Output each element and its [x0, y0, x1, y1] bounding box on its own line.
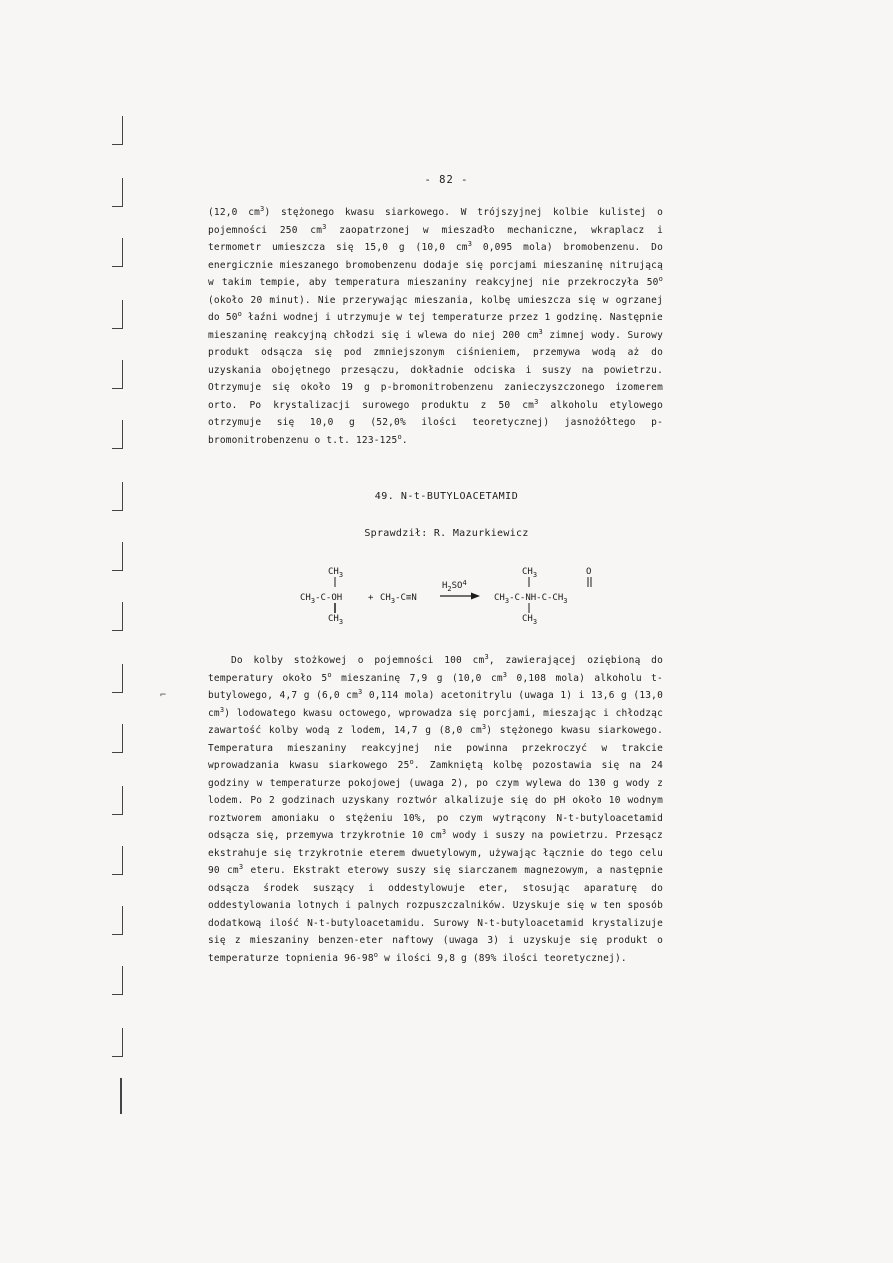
reactant1-bottom-methyl: $CH_3$ [328, 614, 344, 626]
binder-mark [112, 664, 123, 693]
product-bottom-methyl: $CH_3$ [522, 614, 538, 626]
product-oxygen: O [586, 567, 592, 577]
binder-mark [112, 300, 123, 329]
binder-mark [112, 602, 123, 631]
binder-mark [112, 542, 123, 571]
paragraph-continuation: (12,0 $cm^3$) stężonego kwasu siarkowego. W trójszyjnej kolbie kulistej o pojemności 250 $cm^3$ zaopatrzonej w mieszadło mechaniczne, wkraplacz i termometr umieszcza się 15,0 g (10,0 $cm^3$ 0,095 mola) bromobenzenu. Do energicznie mieszanego bromobenzenu dodaje się porcjami mieszaninę nitrującą w takim tempie, aby temperatura mieszaniny reakcyjnej nie przekroczyła 50$^o$ (około 20 minut). Nie przerywając mieszania, kolbę umieszcza się w ogrzanej do 50$^o$ łaźni wodnej i utrzymuje w tej temperaturze przez 1 godzinę. Następnie mieszaninę reakcyjną chłodzi się i wlewa do niej 200 $cm^3$ zimnej wody. Surowy produkt odsącza się pod zmniejszonym ciśnieniem, przemywa wodą aż do uzyskania obojętnego przesączu, dokładnie odciska i suszy na powietrzu. Otrzymuje się około 19 g p-bromonitrobenzenu zanieczyszczonego izomerem orto. Po krystalizacji surowego produktu z 50 $cm^3$ alkoholu etylowego otrzymuje się 10,0 g (52,0% ilości teoretycznej) jasnożółtego p-bromonitrobenzenu o t.t. 123-125$^o$. [208, 204, 664, 446]
product-main: $CH_3-C-NH-C-CH_3$ [494, 593, 568, 605]
binder-mark [112, 1028, 123, 1057]
binder-mark [112, 724, 123, 753]
procedure-paragraph: Do kolby stożkowej o pojemności 100 $cm^3$, zawierającej oziębioną do temperatury około 5$^o$ mieszaninę 7,9 g (10,0 $cm^3$ 0,108 mola) alkoholu t-butylowego, 4,7 g (6,0 $cm^3$ 0,114 mola) acetonitrylu (uwaga 1) i 13,6 g (13,0 $cm^3$) lodowatego kwasu octowego, wprowadza się porcjami, mieszając i chłodząc zawartość kolby wodą z lodem, 14,7 g (8,0 $cm^3$) stężonego kwasu siarkowego. Temperatura mieszaniny reakcyjnej nie powinna przekroczyć w trakcie wprowadzania kwasu siarkowego 25$^o$. Zamkniętą kolbę pozostawia się na 24 godziny w temperaturze pokojowej (uwaga 2), po czym wylewa do 130 g wody z lodem. Po 2 godzinach uzyskany roztwór alkalizuje się do pH około 10 wodnym roztworem amoniaku o stężeniu 10%, po czym wytrącony N-t-butyloacetamid odsącza się, przemywa trzykrotnie 10 $cm^3$ wody i suszy na powietrzu. Przesącz ekstrahuje się trzykrotnie eterem dwuetylowym, używając łącznie do tego celu 90 $cm^3$ eteru. Ekstrakt eterowy suszy się siarczanem magnezowym, a następnie odsącza środek suszący i oddestylowuje eter, stosując aparaturę do oddestylowania lotnych i palnych rozpuszczalników. Uzyskuje się w ten sposób dodatkową ilość N-t-butyloacetamidu. Surowy N-t-butyloacetamid krystalizuje się z mieszaniny benzen-eter naftowy (uwaga 3) i uzyskuje się produkt o temperaturze topnienia 96-98$^o$ w ilości 9,8 g (89% ilości teoretycznej). [208, 652, 663, 964]
binder-mark [112, 116, 123, 145]
binder-mark [112, 786, 123, 815]
binder-mark [112, 846, 123, 875]
plus-sign: + [368, 593, 374, 603]
reaction-scheme [290, 560, 630, 632]
checked-by: Sprawdził: R. Mazurkiewicz [364, 528, 529, 539]
binder-mark [112, 360, 123, 389]
section-title: 49. N-t-BUTYLOACETAMID [374, 491, 519, 502]
reactant2: $CH_3-C\equiv N$ [380, 593, 417, 605]
product-top-methyl: $CH_3$ [522, 567, 538, 579]
binder-mark [112, 238, 123, 267]
binder-mark [112, 966, 123, 995]
reaction-arrow-head [471, 593, 480, 600]
catalyst: $H_2SO^4$ [442, 579, 467, 593]
binder-line [120, 1078, 122, 1114]
page-number: - 82 - [424, 174, 469, 186]
binder-mark [112, 420, 123, 449]
reactant1-main: $CH_3-C-OH$ [300, 593, 343, 605]
stray-mark: ⌐ [160, 690, 167, 701]
reactant1-top-methyl: $CH_3$ [328, 567, 344, 579]
binder-mark [112, 906, 123, 935]
